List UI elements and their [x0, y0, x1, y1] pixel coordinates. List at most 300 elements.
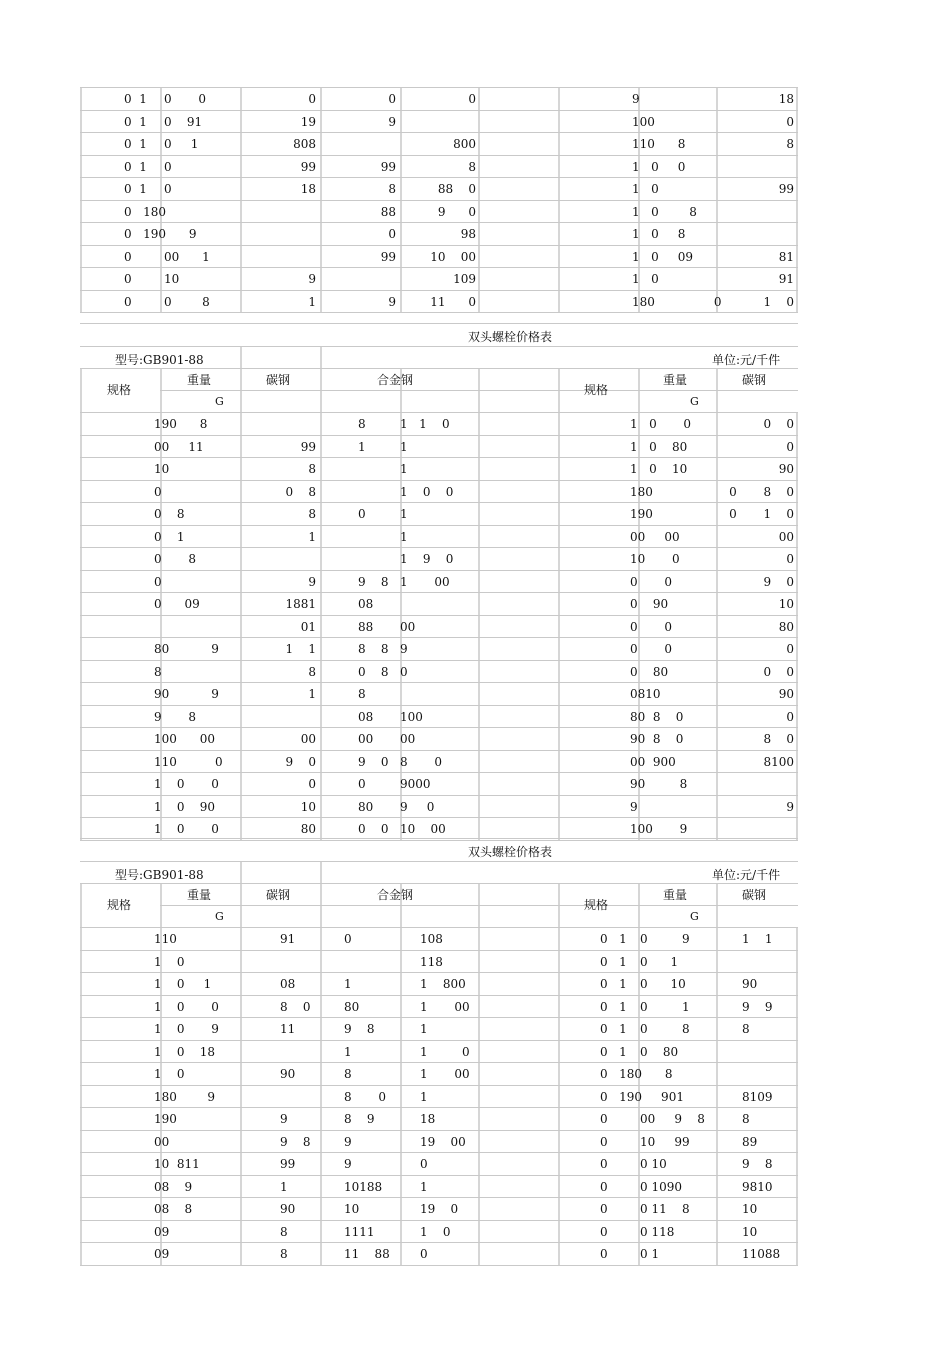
- table-cell: 01: [300, 619, 316, 634]
- table-cell: 1 1: [285, 642, 316, 656]
- table-cell: 80 8 0: [630, 709, 684, 724]
- table-cell: 0 91: [164, 114, 203, 129]
- table-cell: 8: [358, 687, 366, 701]
- table-cell: 91: [778, 272, 794, 286]
- table-cell: 0: [600, 1224, 608, 1239]
- table-cell: 0 0: [358, 822, 389, 836]
- table-row: [80, 223, 798, 246]
- table-row: [80, 683, 798, 706]
- table-cell: 10: [344, 1202, 360, 1216]
- table-cell: 0 1: [640, 1247, 660, 1261]
- table-cell: 110 0: [154, 754, 223, 769]
- header-g-left: G: [215, 395, 224, 408]
- table-cell: 9 0: [400, 799, 435, 814]
- table-cell: 0 10: [640, 1157, 667, 1171]
- table-cell: 0: [388, 227, 396, 241]
- table-cell: 1: [420, 1022, 428, 1036]
- table-row: [80, 638, 798, 661]
- table-cell: 0 8: [285, 484, 316, 499]
- table-cell: 1 800: [420, 977, 466, 991]
- table-cell: 8: [786, 137, 794, 151]
- table-cell: 10 00: [400, 822, 446, 836]
- table-cell: 1 0 9: [154, 1022, 219, 1036]
- table-cell: 10: [154, 462, 170, 476]
- table-cell: 0: [154, 484, 162, 499]
- table-cell: 10188: [344, 1179, 383, 1194]
- table-cell: 109: [453, 272, 476, 286]
- table-cell: 8109: [742, 1089, 773, 1104]
- table-cell: 9: [632, 92, 640, 106]
- header-g-right: G: [690, 395, 699, 408]
- model-unit-row: [80, 347, 798, 370]
- header-spec-left: 规格: [107, 383, 132, 397]
- table-cell: 1 00: [420, 999, 470, 1014]
- table-row: [80, 1198, 798, 1221]
- table-cell: 9 0: [437, 204, 476, 219]
- table-cell: 10 0: [630, 552, 680, 566]
- table-cell: 1 0 90: [154, 799, 216, 814]
- table-cell: 0 1: [640, 954, 679, 969]
- table-cell: 100: [632, 114, 655, 129]
- table-cell: 0 118: [640, 1224, 675, 1239]
- table-cell: 9: [388, 114, 396, 129]
- table-cell: 0: [388, 92, 396, 106]
- table-row: [80, 973, 798, 996]
- table-cell: 1 0: [154, 1067, 185, 1081]
- table-cell: 0 80: [630, 664, 669, 679]
- table-cell: 00: [400, 732, 416, 746]
- table-cell: 9 0: [285, 754, 316, 769]
- table-title-row: [80, 323, 798, 347]
- table-cell: 8 0: [400, 754, 442, 769]
- header-alloy: 合金钢: [377, 888, 414, 902]
- price-table-continued: [80, 87, 798, 313]
- table-cell: 0 180: [124, 204, 166, 219]
- table-cell: 0 1 0: [729, 507, 794, 521]
- table-cell: 1 0 0: [630, 417, 692, 431]
- table-cell: 90 8: [630, 777, 688, 791]
- table-cell: 0 190 901: [600, 1089, 684, 1104]
- table-row: [80, 111, 798, 134]
- table-cell: 9: [630, 799, 638, 814]
- header-block: [80, 884, 798, 928]
- table-cell: 99: [380, 249, 396, 264]
- table-cell: 1 0 09: [632, 249, 694, 264]
- table-cell: 0 1: [640, 999, 690, 1014]
- table-cell: 1: [344, 977, 352, 991]
- table-cell: 0 1: [124, 182, 147, 196]
- table-cell: 110: [154, 932, 177, 946]
- table-cell: 90: [280, 1067, 296, 1081]
- table-cell: 00 9 8: [640, 1112, 705, 1126]
- table-row: [80, 458, 798, 481]
- header-g-left: G: [215, 910, 224, 923]
- table-cell: 0 8: [154, 507, 185, 521]
- table-cell: 09: [154, 1247, 170, 1261]
- table-cell: 1: [358, 439, 366, 454]
- table-cell: 1 00: [420, 1067, 470, 1081]
- table-row: [80, 133, 798, 156]
- table-cell: 1 0 8: [632, 204, 697, 219]
- table-cell: 10: [300, 799, 316, 814]
- table-cell: 0: [308, 777, 316, 791]
- table-cell: 9 8: [742, 1157, 773, 1171]
- table-cell: 808: [293, 137, 316, 151]
- table-cell: 90: [280, 1202, 296, 1216]
- table-cell: 0 1: [600, 1022, 627, 1036]
- table-cell: 0: [358, 777, 366, 791]
- table-cell: 9 8: [154, 709, 196, 724]
- table-cell: 0 8: [640, 1022, 690, 1036]
- table-cell: 98: [460, 227, 476, 241]
- table-cell: 1: [420, 1179, 428, 1194]
- table-row: [80, 796, 798, 819]
- header-alloy: 合金钢: [377, 373, 414, 387]
- table-cell: 90: [778, 687, 794, 701]
- table-cell: 99: [778, 182, 794, 196]
- table-cell: 100: [400, 709, 423, 724]
- table-cell: 190: [154, 1112, 177, 1126]
- table-cell: 1: [400, 529, 408, 544]
- table-cell: 0: [344, 932, 352, 946]
- table-cell: 00: [778, 529, 794, 544]
- price-table-2: [80, 323, 798, 841]
- table-cell: 9: [344, 1157, 352, 1171]
- table-cell: 1 0 18: [154, 1044, 216, 1059]
- table-cell: 99: [280, 1157, 296, 1171]
- table-cell: 00: [400, 619, 416, 634]
- table-row: [80, 928, 798, 951]
- table-cell: 88 0: [437, 182, 476, 196]
- table-cell: 11 88: [344, 1247, 390, 1261]
- header-block: [80, 369, 798, 413]
- table-cell: 80: [300, 822, 316, 836]
- table-cell: 0 0: [763, 417, 794, 431]
- table-cell: 0 09: [154, 597, 200, 611]
- table-cell: 1 0: [154, 954, 185, 969]
- table-cell: 0: [124, 272, 132, 286]
- model-label: 型号:GB901-88: [115, 867, 204, 882]
- table-cell: 18: [778, 92, 794, 106]
- table-row: [80, 413, 798, 436]
- table-cell: 0 9: [640, 932, 690, 946]
- table-cell: 19 00: [420, 1134, 466, 1149]
- table-cell: 0 1: [124, 159, 147, 174]
- table-row: [80, 951, 798, 974]
- table-cell: 0 1: [124, 92, 147, 106]
- table-cell: 00: [358, 732, 374, 746]
- header-weight-left: 重量: [187, 373, 212, 387]
- table-cell: 100 00: [154, 732, 216, 746]
- table-cell: 8: [308, 462, 316, 476]
- table-cell: 0 0: [630, 642, 672, 656]
- table-row: [80, 526, 798, 549]
- table-cell: 180: [630, 484, 653, 499]
- table-cell: 8: [468, 159, 476, 174]
- table-cell: 0: [400, 664, 408, 679]
- table-cell: 88: [358, 619, 374, 634]
- table-cell: 0: [600, 1112, 608, 1126]
- table-cell: 9: [280, 1112, 288, 1126]
- table-cell: 1 0 80: [630, 439, 688, 454]
- table-cell: 00 1: [164, 249, 210, 264]
- table-title: 双头螺栓价格表: [468, 330, 553, 344]
- table-row: [80, 728, 798, 751]
- table-row: [80, 1041, 798, 1064]
- table-cell: 1 0: [420, 1224, 451, 1239]
- table-cell: 00 11: [154, 439, 204, 454]
- table-cell: 0 90: [630, 597, 669, 611]
- table-cell: 9810: [742, 1179, 773, 1194]
- table-cell: 10: [742, 1202, 758, 1216]
- table-cell: 9 8: [280, 1134, 311, 1149]
- table-cell: 11088: [742, 1247, 781, 1261]
- header-carbon-left: 碳钢: [266, 888, 291, 902]
- table-cell: 81: [778, 249, 794, 264]
- table-cell: 8: [280, 1247, 288, 1261]
- table-row: [80, 246, 798, 269]
- table-cell: 99: [380, 159, 396, 174]
- table-cell: 118: [420, 954, 443, 969]
- table-cell: 10: [164, 272, 180, 286]
- table-cell: 90 8 0: [630, 732, 684, 746]
- table-cell: 1 0 0: [632, 159, 686, 174]
- table-cell: 1: [280, 1179, 288, 1194]
- table-row: [80, 268, 798, 291]
- table-row: [80, 593, 798, 616]
- table-cell: 8 0: [763, 732, 794, 746]
- table-cell: 180 9: [154, 1089, 216, 1104]
- table-cell: 00: [300, 732, 316, 746]
- table-cell: 0: [124, 294, 132, 309]
- table-cell: 8: [308, 664, 316, 679]
- table-cell: 8: [154, 664, 162, 679]
- table-cell: 1 0 0: [154, 822, 219, 836]
- table-cell: 8: [388, 182, 396, 196]
- table-row: [80, 1153, 798, 1176]
- table-cell: 10 99: [640, 1134, 690, 1149]
- table-cell: 9: [308, 574, 316, 589]
- table-cell: 0: [468, 92, 476, 106]
- table-cell: 0 1: [600, 999, 627, 1014]
- table-cell: 08: [358, 709, 374, 724]
- table-cell: 08: [358, 597, 374, 611]
- table-cell: 8: [358, 417, 366, 431]
- table-cell: 00 900: [630, 754, 676, 769]
- model-label: 型号:GB901-88: [115, 352, 204, 367]
- table-cell: 0: [786, 642, 794, 656]
- table-row: [80, 156, 798, 179]
- table-cell: 190 8: [154, 417, 208, 431]
- table-cell: 1111: [344, 1224, 375, 1239]
- unit-label: 单位:元/千件: [712, 867, 781, 882]
- header-carbon-right: 碳钢: [742, 373, 767, 387]
- table-cell: 0 1: [154, 529, 185, 544]
- table-cell: 0: [154, 574, 162, 589]
- table-cell: 9 9: [742, 999, 773, 1014]
- table-cell: 8 0: [344, 1089, 386, 1104]
- table-cell: 8: [308, 507, 316, 521]
- table-cell: 0 80: [640, 1044, 679, 1059]
- table-cell: 90 9: [154, 687, 219, 701]
- table-cell: 1: [344, 1044, 352, 1059]
- table-cell: 0: [600, 1134, 608, 1149]
- table-cell: 99: [300, 439, 316, 454]
- table-cell: 1 1: [742, 932, 773, 946]
- table-cell: 1 0 0: [154, 777, 219, 791]
- table-cell: 1 0 0: [400, 484, 454, 499]
- table-cell: 8 8: [358, 642, 389, 656]
- table-cell: 1 00: [400, 574, 450, 589]
- table-cell: 89: [742, 1134, 758, 1149]
- table-cell: 9 8: [358, 574, 389, 589]
- table-cell: 9 0: [763, 574, 794, 589]
- table-cell: 80: [344, 999, 360, 1014]
- table-cell: 0: [786, 439, 794, 454]
- unit-label: 单位:元/千件: [712, 352, 781, 367]
- header-weight-right: 重量: [663, 888, 688, 902]
- table-cell: 19 0: [420, 1202, 459, 1216]
- table-cell: 9: [308, 272, 316, 286]
- table-cell: 0 11 8: [640, 1202, 690, 1216]
- table-cell: 0 1: [600, 932, 627, 946]
- table-cell: 1 0: [420, 1044, 470, 1059]
- table-cell: 9: [400, 642, 408, 656]
- table-cell: 0: [600, 1202, 608, 1216]
- table-cell: 10: [742, 1224, 758, 1239]
- table-cell: 1881: [285, 597, 316, 611]
- table-cell: 11: [280, 1022, 296, 1036]
- table-cell: 80: [358, 799, 374, 814]
- table-cell: 1: [308, 529, 316, 544]
- table-cell: 1 9 0: [400, 552, 454, 566]
- table-cell: 1 0 0: [154, 999, 219, 1014]
- header-spec-right: 规格: [584, 383, 609, 397]
- table-row: [80, 571, 798, 594]
- table-row: [80, 773, 798, 796]
- price-table-3: [80, 838, 798, 1266]
- table-cell: 8: [742, 1112, 750, 1126]
- table-cell: 10: [778, 597, 794, 611]
- table-cell: 90: [778, 462, 794, 476]
- table-cell: 0810: [630, 687, 661, 701]
- table-cell: 90: [742, 977, 758, 991]
- header-carbon-right: 碳钢: [742, 888, 767, 902]
- table-cell: 0 0: [630, 619, 672, 634]
- table-cell: 0 0: [630, 574, 672, 589]
- table-cell: 0: [164, 182, 172, 196]
- table-cell: 1 0: [632, 182, 659, 196]
- table-cell: 0 190 9: [124, 227, 197, 241]
- table-cell: 1 0: [632, 272, 659, 286]
- table-cell: 8: [742, 1022, 750, 1036]
- table-row: [80, 178, 798, 201]
- table-cell: 99: [300, 159, 316, 174]
- table-cell: 1: [400, 507, 408, 521]
- table-cell: 1: [400, 439, 408, 454]
- table-row: [80, 1063, 798, 1086]
- table-cell: 0: [308, 92, 316, 106]
- table-cell: 9 0: [358, 754, 389, 769]
- table-cell: 8100: [763, 754, 794, 769]
- table-cell: 08 8: [154, 1202, 193, 1216]
- table-row: [80, 996, 798, 1019]
- table-row: [80, 503, 798, 526]
- table-row: [80, 1108, 798, 1131]
- header-spec-right: 规格: [584, 898, 609, 912]
- table-cell: 88: [380, 204, 396, 219]
- table-cell: 9: [786, 799, 794, 814]
- table-cell: 190: [630, 507, 653, 521]
- table-cell: 80 9: [154, 642, 219, 656]
- table-cell: 0: [786, 552, 794, 566]
- table-cell: 9: [344, 1134, 352, 1149]
- table-cell: 0: [420, 1247, 428, 1261]
- table-cell: 08 9: [154, 1179, 193, 1194]
- table-cell: 110 8: [632, 137, 686, 151]
- table-row: [80, 481, 798, 504]
- table-row: [80, 706, 798, 729]
- table-row: [80, 1221, 798, 1244]
- table-cell: 11 0: [430, 294, 476, 309]
- table-cell: 0 10: [640, 977, 686, 991]
- table-cell: 9 8: [344, 1022, 375, 1036]
- model-unit-row: [80, 862, 798, 885]
- table-row: [80, 1086, 798, 1109]
- table-cell: 8 0: [280, 999, 311, 1014]
- table-cell: 18: [300, 182, 316, 196]
- table-cell: 0 1: [124, 114, 147, 129]
- table-row: [80, 87, 798, 111]
- table-cell: 0 1: [164, 137, 199, 151]
- table-cell: 0 1: [124, 137, 147, 151]
- header-spec-left: 规格: [107, 898, 132, 912]
- table-cell: 0: [124, 249, 132, 264]
- table-cell: 0: [786, 114, 794, 129]
- table-row: [80, 436, 798, 459]
- table-cell: 1 0 10: [630, 462, 688, 476]
- table-cell: 1 1 0: [400, 417, 450, 431]
- table-row: [80, 661, 798, 684]
- table-cell: 10 00: [430, 249, 476, 264]
- table-cell: 09: [154, 1224, 170, 1239]
- table-cell: 800: [453, 137, 476, 151]
- table-cell: 0: [358, 507, 366, 521]
- table-cell: 0: [600, 1179, 608, 1194]
- table-cell: 9000: [400, 777, 431, 791]
- table-row: [80, 751, 798, 774]
- table-cell: 0 8 0: [729, 484, 794, 499]
- table-cell: 0: [600, 1157, 608, 1171]
- table-row: [80, 1131, 798, 1154]
- table-row: [80, 616, 798, 639]
- table-cell: 8: [280, 1224, 288, 1239]
- table-cell: 0 8: [358, 664, 389, 679]
- table-cell: 00: [154, 1134, 170, 1149]
- table-cell: 1: [308, 294, 316, 309]
- table-cell: 00 00: [630, 529, 680, 544]
- table-cell: 9: [388, 294, 396, 309]
- table-cell: 0 180 8: [600, 1067, 673, 1081]
- table-cell: 10 811: [154, 1157, 200, 1171]
- header-weight-left: 重量: [187, 888, 212, 902]
- table-cell: 0 8: [154, 552, 196, 566]
- table-title: 双头螺栓价格表: [468, 845, 553, 859]
- table-cell: 0 1: [600, 1044, 627, 1059]
- header-carbon-left: 碳钢: [266, 373, 291, 387]
- header-g-right: G: [690, 910, 699, 923]
- header-weight-right: 重量: [663, 373, 688, 387]
